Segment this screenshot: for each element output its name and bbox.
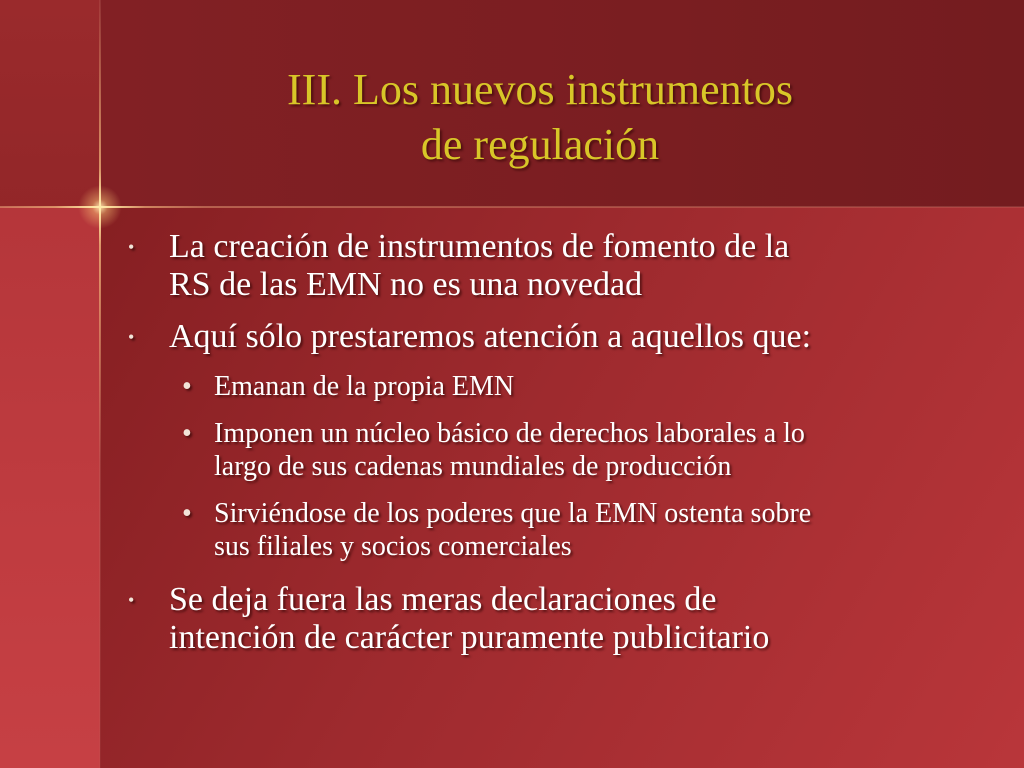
bullet-text-line: Aquí sólo prestaremos atención a aquellos que:: [169, 318, 812, 355]
bullet-icon: •: [128, 590, 135, 610]
slide-title-line-2: de regulación: [420, 120, 660, 169]
sub-bullet-text-line: sus filiales y socios comerciales: [214, 531, 572, 562]
bullet-text-line: La creación de instrumentos de fomento de la: [169, 228, 790, 265]
sub-bullet-icon: •: [182, 418, 192, 449]
sub-bullet-icon: •: [182, 498, 192, 529]
slide-title: [140, 62, 940, 172]
bullet-item: [128, 581, 988, 657]
left-strip-lower: [0, 207, 100, 768]
sub-bullet-item: [128, 370, 988, 403]
slide-title-line-1: III. Los nuevos instrumentos: [287, 65, 793, 114]
horizontal-divider-line: [0, 206, 1024, 208]
sub-bullet-icon: •: [182, 371, 192, 402]
bullet-item: [128, 228, 988, 304]
bullet-text-line: RS de las EMN no es una novedad: [169, 266, 643, 303]
sub-bullet-text-line: Sirviéndose de los poderes que la EMN ostenta sobre: [214, 498, 812, 529]
sub-bullet-item: [128, 417, 988, 483]
sub-bullet-text-line: largo de sus cadenas mundiales de producción: [214, 451, 732, 482]
sub-bullet-item: [128, 497, 988, 563]
bullet-text-line: Se deja fuera las meras declaraciones de: [169, 581, 717, 618]
bullet-icon: •: [128, 237, 135, 257]
sub-bullet-text-line: Emanan de la propia EMN: [214, 371, 515, 402]
bullet-text-line: intención de carácter puramente publicitario: [169, 619, 770, 656]
sub-bullet-text-line: Imponen un núcleo básico de derechos laborales a lo: [214, 418, 805, 449]
vertical-divider-line: [99, 0, 101, 768]
bullet-icon: •: [128, 327, 135, 347]
bullet-item: [128, 318, 988, 356]
bullet-list: [128, 228, 988, 657]
